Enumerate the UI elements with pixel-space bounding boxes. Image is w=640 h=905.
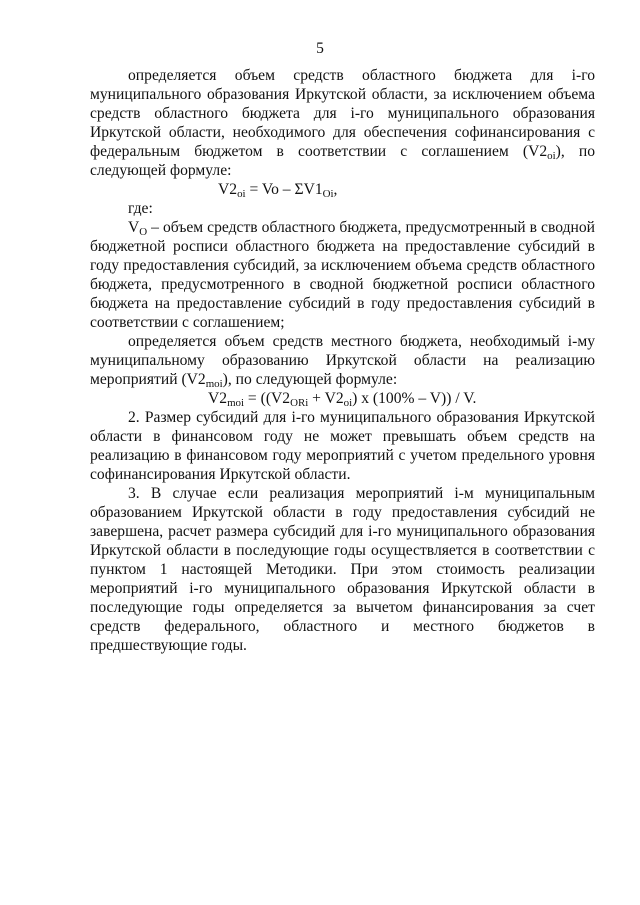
page-number: 5 [316,40,324,57]
paragraph-item-2: 2. Размер субсидий для i-го муниципального образования Иркутской области в финансовом году не может превышать объем средств на реализацию в финансовом году мероприятий с учетом предельного уровня софинансирования Иркутской области. [90,409,595,483]
paragraph-local-budget: определяется объем средств местного бюджета, необходимый i-му муниципальному образованию Иркутской области на реализацию мероприятий $(V2_{moi})$, по следующей формуле: [90,333,595,391]
formula-v2oi: $V2_{oi} = Vo - \Sigma V1_{Oi}$, [218,181,338,201]
definition-vo: $V_O$ – объем средств областного бюджета, предусмотренный в сводной бюджетной росписи областного бюджета на предоставление субсидий в году предоставления субсидий, за исключением объема средств областного бюджета, предусмотренного в сводной бюджетной росписи областного бюджета на предоставление субсидий в году предоставления субсидий в соответствии с соглашением; [90,219,595,331]
formula-v2moi: $V2_{moi} = ((V2_{ORi} + V2_{oi})$ x (100% – V)) / V. [208,390,477,410]
where-label: где: [128,200,153,217]
paragraph-item-3: 3. В случае если реализация мероприятий i-м муниципальным образованием Иркутской области в году предоставления субсидий не завершена, расчет размера субсидий для i-го муниципального образования Иркутской области в последующие годы осуществляется в соответствии с пунктом 1 настоящей Методики. При этом стоимость реализации мероприятий i-го муниципального образования Иркутской области в последующие годы определяется за вычетом финансирования за счет средств федерального, областного и местного бюджетов в предшествующие годы. [90,485,595,654]
document-body [90,66,595,655]
paragraph-regional-budget: определяется объем средств областного бюджета для i-го муниципального образования Иркутской области, за исключением объема средств областного бюджета для i-го муниципального образования Иркутской области, необходимого для обеспечения софинансирования с федеральным бюджетом в соответствии с соглашением $(V2_{oi})$, по следующей формуле: [90,67,595,179]
